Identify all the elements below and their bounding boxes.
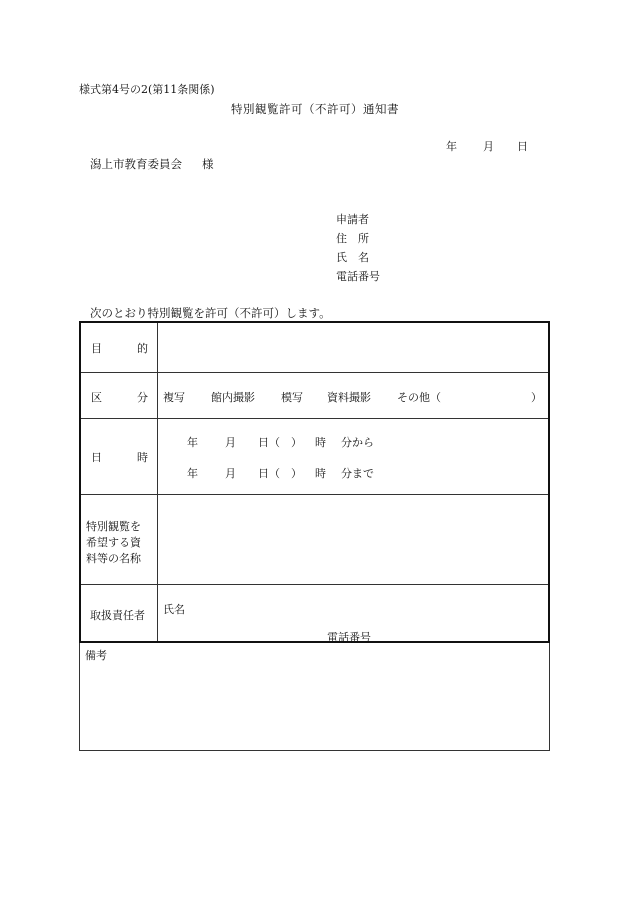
addressee-suffix: 様 <box>202 157 214 171</box>
remarks-label: 備考 <box>85 649 107 662</box>
category-row <box>81 373 548 419</box>
category-label-1: 区 <box>91 391 102 404</box>
date-day-label: 日 <box>517 140 528 153</box>
category-option-tracing[interactable]: 模写 <box>281 391 303 404</box>
category-option-material-photo[interactable]: 資料撮影 <box>327 391 371 404</box>
addressee-name: 潟上市教育委員会 <box>90 157 182 171</box>
handler-row <box>81 585 548 644</box>
start-minute-label: 分から <box>341 436 374 449</box>
purpose-row <box>81 323 548 373</box>
materials-label-line-3: 料等の名称 <box>86 552 141 565</box>
materials-label-line-1: 特別観覧を <box>86 520 141 533</box>
datetime-row <box>81 419 548 495</box>
date-month-label: 月 <box>483 140 494 153</box>
applicant-phone-label: 電話番号 <box>336 270 380 283</box>
date-year-label: 年 <box>446 140 457 153</box>
applicant-name-label: 氏 名 <box>336 251 369 264</box>
start-hour-label: 時 <box>315 436 326 449</box>
category-option-copy[interactable]: 複写 <box>163 391 185 404</box>
category-option-other[interactable]: その他（ <box>397 391 441 404</box>
handler-phone-label: 電話番号 <box>327 631 371 644</box>
applicant-label: 申請者 <box>336 213 369 226</box>
intro-text: 次のとおり特別観覧を許可（不許可）します。 <box>90 306 331 320</box>
materials-field[interactable] <box>159 495 548 584</box>
remarks-box[interactable] <box>79 643 550 751</box>
materials-label-line-2: 希望する資 <box>86 536 141 549</box>
handler-label: 取扱責任者 <box>90 609 145 622</box>
purpose-label-1: 目 <box>91 342 102 355</box>
category-other-close-paren: ） <box>531 391 542 404</box>
form-number: 様式第4号の2(第11条関係) <box>79 83 215 96</box>
permit-table <box>79 321 550 643</box>
materials-row <box>81 495 548 585</box>
addressee <box>90 156 214 172</box>
document-title: 特別観覧許可（不許可）通知書 <box>231 102 399 116</box>
end-hour-label: 時 <box>315 467 326 480</box>
handler-name-label: 氏名 <box>163 603 185 616</box>
handler-label-cell <box>81 585 158 641</box>
start-day-label: 日（ ） <box>258 436 302 449</box>
category-label-cell <box>81 373 158 418</box>
materials-label-cell <box>81 495 158 584</box>
applicant-address-label: 住 所 <box>336 232 369 245</box>
end-minute-label: 分まで <box>341 467 374 480</box>
purpose-label-cell <box>81 323 158 372</box>
purpose-field[interactable] <box>159 323 548 372</box>
start-month-label: 月 <box>225 436 236 449</box>
end-year-label: 年 <box>187 467 198 480</box>
datetime-label-2: 時 <box>137 451 148 464</box>
category-option-in-house-photo[interactable]: 館内撮影 <box>211 391 255 404</box>
start-year-label: 年 <box>187 436 198 449</box>
end-day-label: 日（ ） <box>258 467 302 480</box>
datetime-label-1: 日 <box>91 451 102 464</box>
category-label-2: 分 <box>137 391 148 404</box>
end-month-label: 月 <box>225 467 236 480</box>
datetime-label-cell <box>81 419 158 494</box>
purpose-label-2: 的 <box>137 342 148 355</box>
